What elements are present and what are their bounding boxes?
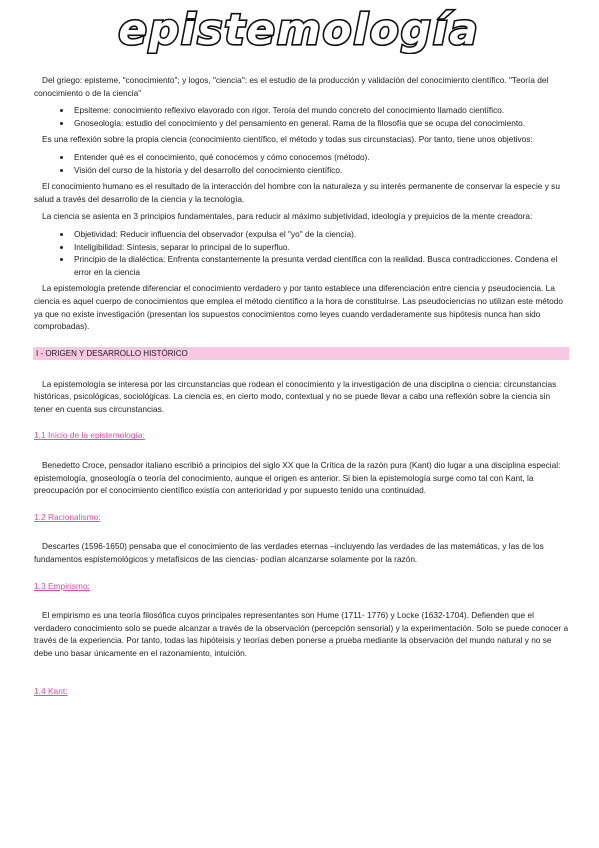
- list-item: • Entender qué es el conocimiento, qué conocemos y cómo conocemos (método).: [72, 151, 569, 164]
- subsection-paragraph: Benedetto Croce, pensador italiano escribió a principios del siglo XX que la Crítica de la razón pura (Kant) dio lugar a una disciplina especial: epistemología, gnoseología o teoría del conocimiento, aunque el origen es anterior. Si bien la epistemología surge como tal con Kant, la preocupación por el conocimiento científico existía con anterioridad y por supuesto tenido una continuidad.: [34, 460, 561, 496]
- document-body: [34, 74, 569, 714]
- section-paragraph: La epistemología se interesa por las circunstancias que rodean el conocimiento y la investigación de una disciplina o ciencia: circunstancias históricas, psicológicas, sociológicas. La ciencia es, en cierto modo, contextual y no se puede llevar a cabo una reflexión sobre la ciencia sin tener en cuenta sus circunstancias.: [34, 378, 557, 414]
- intro-list: [34, 104, 569, 129]
- list-item: • Visión del curso de la historia y del desarrollo del conocimiento científico.: [72, 164, 569, 177]
- title-graphic: [0, 4, 599, 54]
- objectives-paragraph: Es una reflexión sobre la propia ciencia (conocimiento científico, el método y todas sus circunstacias). Por tanto, tiene unos objetivos:: [42, 134, 533, 145]
- section-heading: I - ORIGEN Y DESARROLLO HISTÓRICO: [33, 347, 569, 360]
- list-item: • Inteligibilidad: Síntesis, separar lo principal de lo superfluo.: [72, 241, 569, 254]
- subsection-heading-empirismo: 1.3 Empirismo:: [34, 580, 90, 591]
- list-item: • Principio de la dialéctica: Enfrenta constantemente la presunta verdad científica con la realidad. Busca contradicciones. Condena el error en la ciencia: [72, 253, 569, 278]
- principles-list: [34, 228, 569, 278]
- subsection-heading-racionalismo: 1.2 Racionalismo:: [34, 511, 101, 522]
- list-item: • Epsiteme: conocimiento reflexivo elavorado con rigor. Teroía del mundo concreto del conocimiento llamado científico.: [72, 104, 569, 117]
- subsection-heading-inicio: 1.1 Inicio de la epistemología:: [34, 430, 145, 441]
- pseudoscience-paragraph: La epistemología pretende diferenciar el conocimiento verdadero y por tanto establece una diferenciación entre ciencia y pseudociencia. La ciencia es aquel cuerpo de conocimientos que emplea el método científico a la hora de constituirse. Las pseudociencias no utilizan este método ya que no existe investigación (presentan los supuestos conocimientos como leyes cuando verdaderamente sus hipótesis nunca han sido comprobadas).: [34, 283, 564, 332]
- subsection-paragraph: Descartes (1596-1650) pensaba que el conocimiento de las verdades eternas –incluyendo las verdades de las matemáticas, y las de los fundamentos espistemológicos y metafísicos de las ciencias- podían alcanzarse solamente por la razón.: [34, 541, 544, 565]
- principles-paragraph: La ciencia se asienta en 3 principios fundamentales, para reducir al máximo subjetividad, ideología y prejuicios de la mente creadora:: [42, 211, 533, 222]
- subsection-paragraph: El empirismo es una teoría filosófica cuyos principales representantes son Hume (1711- 1776) y Locke (1632-1704). Defienden que el verdadero conocimiento solo se puede alcanzar a través de la observación (percepción sensorial) y la experimentación. Solo se puede conocer a través de la experiencia. Por tanto, todas las hipóteisis y teorías deben ponerse a prueba mediante la observación del mundo natural y no se debe uno basar únicamente en el razonamiento, intuición.: [34, 610, 569, 658]
- list-item: • Objetividad: Reducir influencia del observador (expulsa el "yo" de la ciencia).: [72, 228, 569, 241]
- intro-paragraph: Del griego: episteme, "conocimiento"; y logos, "ciencia": es el estudio de la producción y validación del conocimiento científico. "Teoría del conocimiento o de la ciencia": [34, 75, 549, 98]
- list-item: • Gnoseología: estudio del conocimiento y del pensamiento en general. Rama de la filosofía que se ocupa del conocimiento.: [72, 117, 569, 130]
- title-banner: [0, 4, 599, 54]
- objectives-list: [34, 151, 569, 176]
- human-knowledge-paragraph: El conocimiento humano es el resultado de la interacción del hombre con la naturaleza y su interés permanente de conservar la especie y su salud a través del desarrollo de la ciencia y la tecnología.: [34, 181, 560, 204]
- spacer: [34, 665, 569, 671]
- subsection-heading-kant: 1.4 Kant:: [34, 685, 68, 696]
- page-title: epistemología: [118, 5, 480, 54]
